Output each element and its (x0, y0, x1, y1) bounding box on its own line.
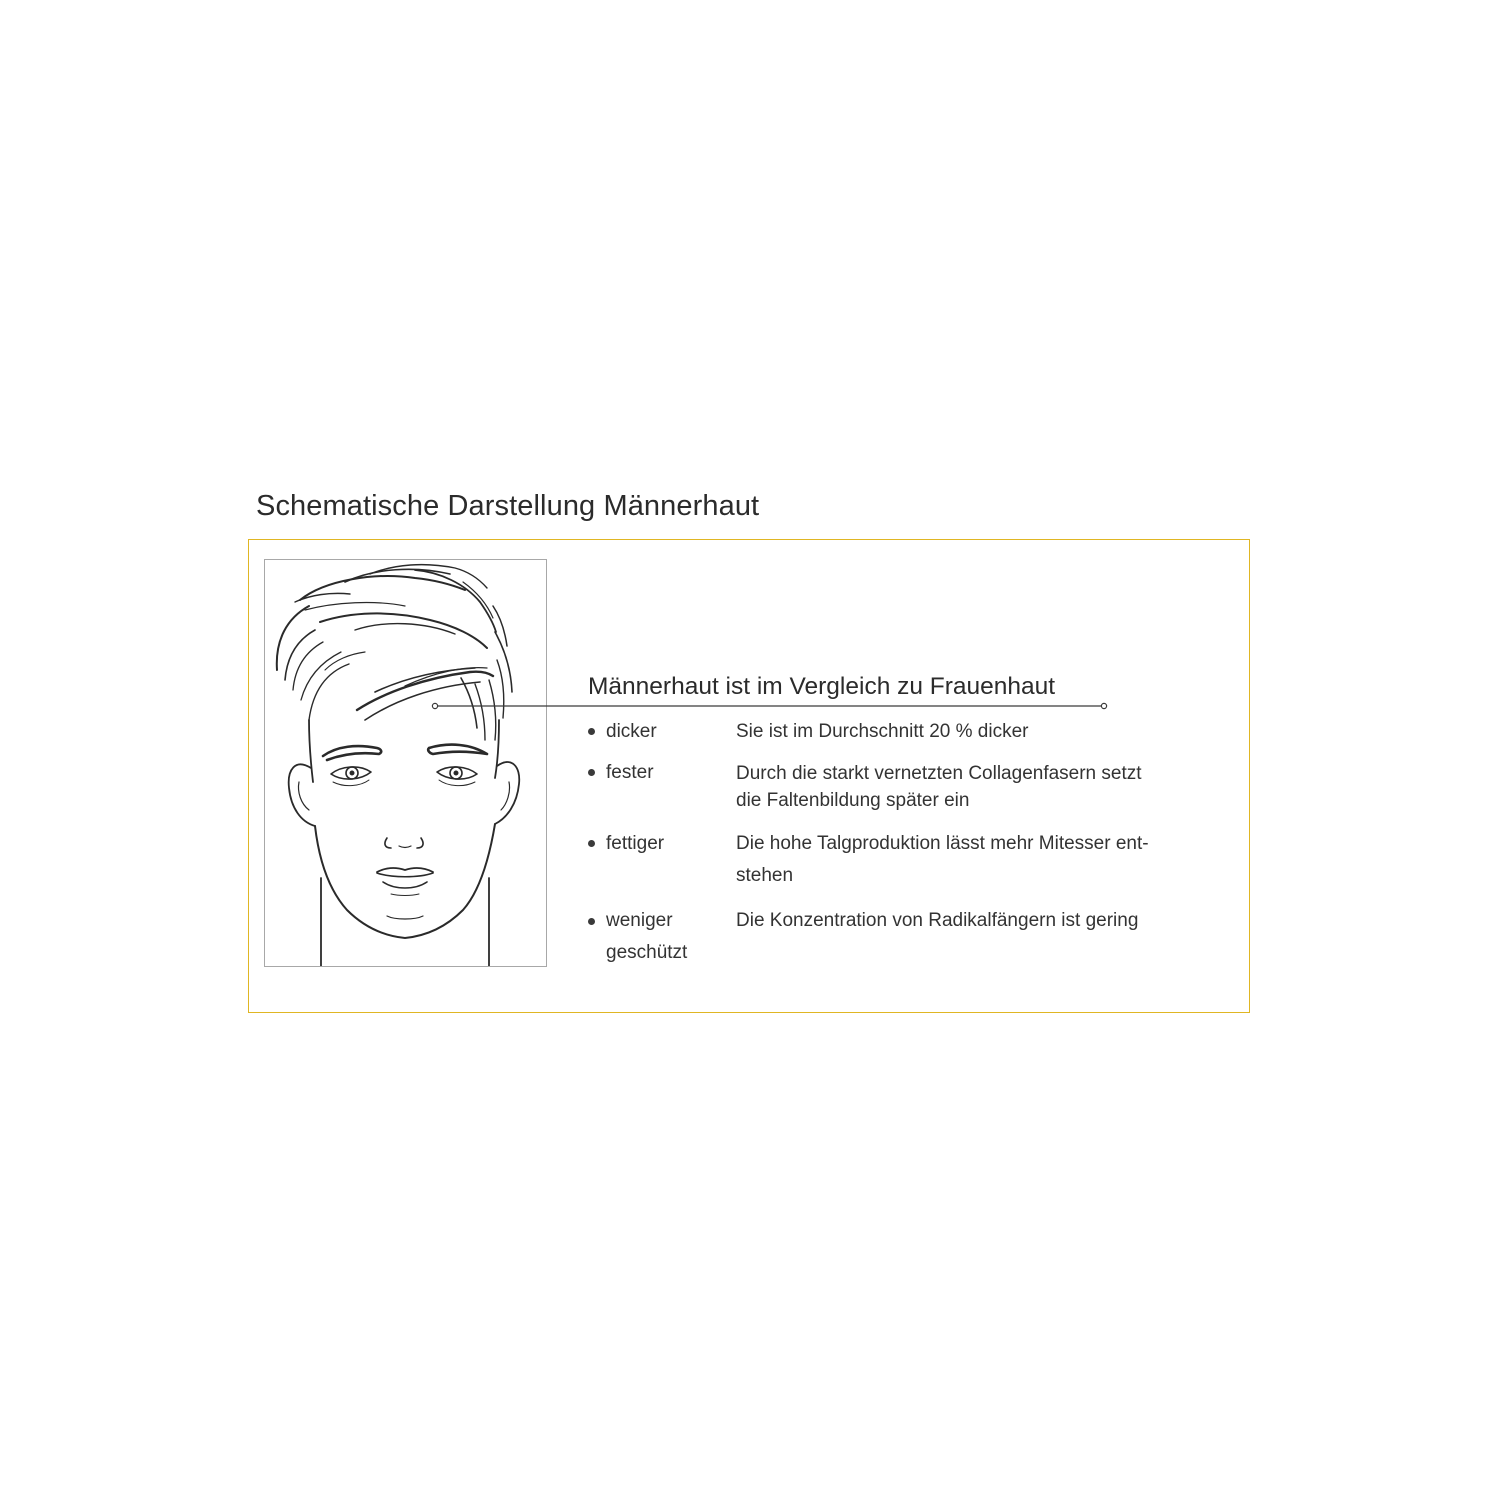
item-term: dicker (606, 721, 657, 742)
diagram-title: Schematische Darstellung Männerhaut (256, 490, 760, 522)
comparison-heading: Männerhaut ist im Vergleich zu Frauenhaut (588, 673, 1056, 700)
item-description: Durch die starkt vernetzten Collagenfasern setzt die Faltenbildung später ein (736, 763, 1142, 811)
bullet-icon (588, 769, 595, 776)
bullet-icon (588, 918, 595, 925)
item-term: fettiger (606, 833, 665, 854)
item-term: fester (606, 762, 654, 783)
item-description: Sie ist im Durchschnitt 20 % dicker (736, 721, 1029, 742)
item-description: Die Konzentration von Radikalfängern ist gering (736, 910, 1139, 931)
face-illustration-panel (264, 559, 547, 967)
item-term: weniger geschützt (606, 910, 688, 963)
bullet-icon (588, 840, 595, 847)
male-face-sketch-icon (265, 560, 546, 966)
item-description: Die hohe Talgproduktion lässt mehr Mitesser ent- stehen (736, 833, 1149, 886)
bullet-icon (588, 728, 595, 735)
